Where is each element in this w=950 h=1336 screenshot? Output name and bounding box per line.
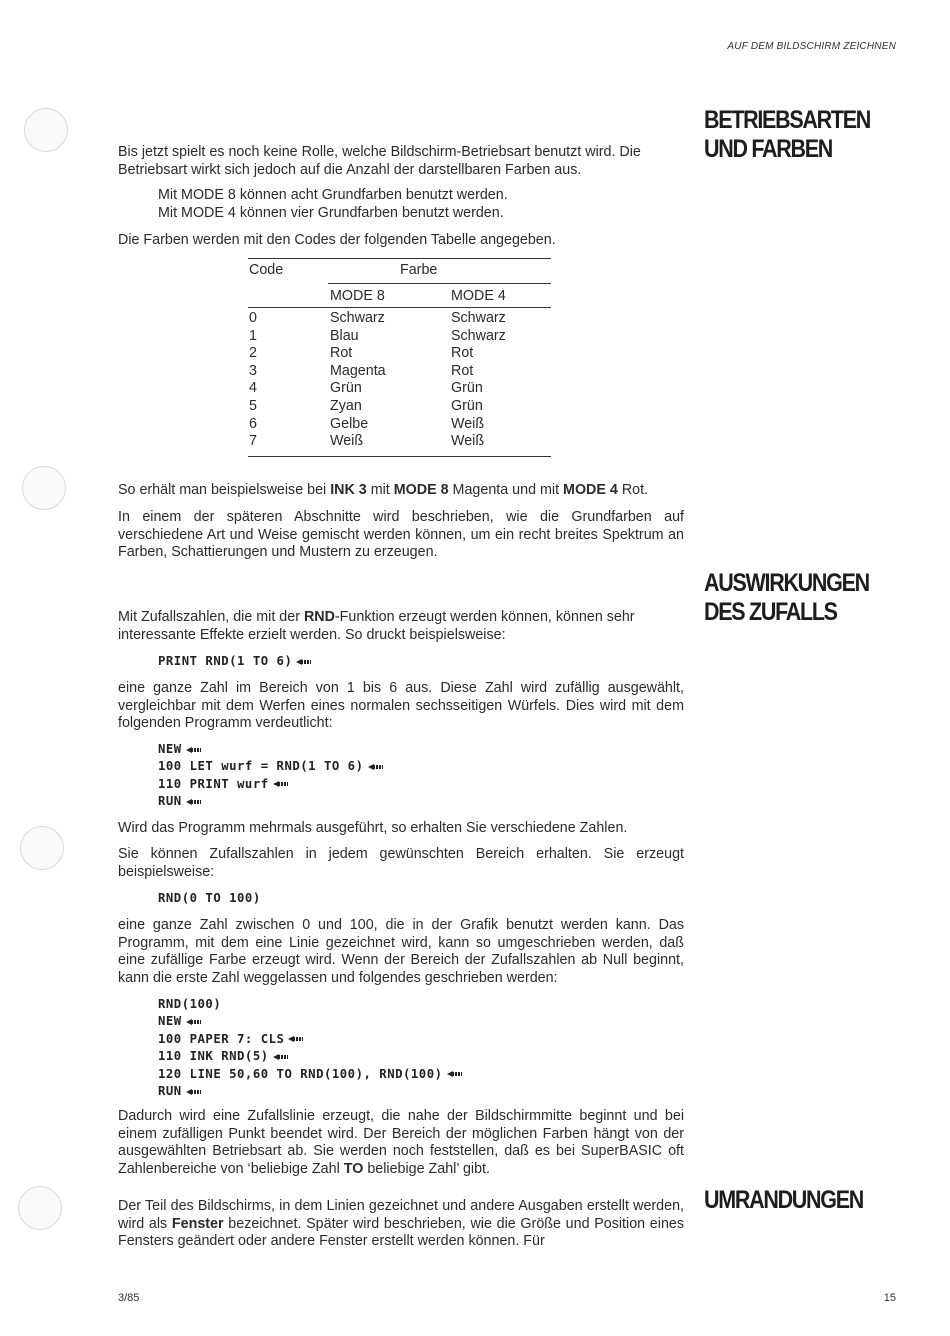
repeat-paragraph: Wird das Programm mehrmals ausgeführt, so erhalten Sie verschiedene Zahlen.	[118, 820, 628, 836]
dice-paragraph: eine ganze Zahl im Bereich von 1 bis 6 aus. Diese Zahl wird zufällig ausgewählt, vergleichbar mit dem Werfen eines normalen sechsseitigen Würfels. Dies wird mit dem folgenden Programm verdeutlicht:	[118, 680, 684, 732]
code-random-line: RND(100) NEW 100 PAPER 7: CLS 110 INK RND(5) 120 LINE 50,60 TO RND(100), RND(100) RUN	[158, 996, 463, 1100]
table-cell-code: 2	[249, 345, 257, 362]
table-cell-mode4: Weiß	[451, 433, 485, 450]
table-row	[249, 363, 551, 381]
section-heading-betriebsarten: BETRIEBSARTEN UND FARBEN	[704, 106, 870, 163]
return-key-icon	[186, 798, 202, 806]
table-cell-mode4: Rot	[451, 345, 474, 362]
running-header: AUF DEM BILDSCHIRM ZEICHNEN	[727, 41, 896, 52]
table-rule-top	[248, 258, 551, 259]
return-key-icon	[368, 763, 384, 771]
table-cell-mode8: Zyan	[330, 397, 362, 414]
section-heading-zufall: AUSWIRKUNGEN DES ZUFALLS	[704, 569, 869, 626]
table-cell-mode4: Weiß	[451, 415, 485, 432]
table-row	[249, 380, 551, 398]
table-cell-code: 3	[249, 362, 257, 379]
mode4-line: Mit MODE 4 können vier Grundfarben benutzt werden.	[158, 205, 504, 221]
return-key-icon	[288, 1035, 304, 1043]
code-rnd-range: RND(0 TO 100)	[158, 891, 261, 905]
table-cell-code: 5	[249, 397, 257, 414]
punch-hole	[20, 826, 64, 870]
return-key-icon	[273, 780, 289, 788]
table-cell-mode8: Rot	[330, 345, 353, 362]
table-cell-mode8: Grün	[330, 380, 362, 397]
return-key-icon	[273, 1053, 289, 1061]
table-row	[249, 345, 551, 363]
rnd-intro: Mit Zufallszahlen, die mit der RND-Funktion erzeugt werden können, können sehr interessante Effekte erzielt werden. So druckt beispielsweise:	[118, 609, 635, 643]
punch-hole	[22, 466, 66, 510]
table-cell-mode4: Schwarz	[451, 310, 506, 326]
table-cell-mode8: Gelbe	[330, 415, 369, 432]
example-sentence: So erhält man beispielsweise bei INK 3 mit MODE 8 Magenta und mit MODE 4 Rot.	[118, 482, 649, 498]
table-header-farbe: Farbe	[400, 262, 438, 278]
table-header-mode4: MODE 4	[451, 288, 506, 304]
table-cell-code: 6	[249, 415, 257, 432]
return-key-icon	[186, 1088, 202, 1096]
table-cell-code: 0	[249, 310, 257, 326]
conclusion-paragraph: Dadurch wird eine Zufallslinie erzeugt, die nahe der Bildschirmmitte beginnt und bei einem zufälligen Punkt beendet wird. Der Bereich der möglichen Farben hängt von der ausgewählten Betriebsart ab. Sie werden noch feststellen, daß es bei SuperBASIC oft Zahlenbereiche von ‘beliebige Zahl TO beliebige Zahl’ gibt.	[118, 1108, 684, 1177]
table-cell-mode4: Grün	[451, 397, 483, 414]
return-key-icon	[447, 1070, 463, 1078]
code-print-rnd: PRINT RND(1 TO 6)	[158, 653, 312, 670]
range-paragraph: Sie können Zufallszahlen in jedem gewünschten Bereich erhalten. Sie erzeugt beispielsweise:	[118, 846, 684, 880]
table-cell-mode8: Blau	[330, 327, 359, 344]
table-intro: Die Farben werden mit den Codes der folgenden Tabelle angegeben.	[118, 232, 556, 248]
table-cell-mode4: Schwarz	[451, 327, 506, 344]
table-cell-mode4: Grün	[451, 380, 483, 397]
return-key-icon	[186, 1018, 202, 1026]
section-heading-umrandungen: UMRANDUNGEN	[704, 1186, 864, 1214]
mixing-paragraph: In einem der späteren Abschnitte wird beschrieben, wie die Grundfarben auf verschiedene Art und Weise gemischt werden können, um ein recht breites Spektrum an Farben, Schattierungen und Mustern zu erzeugen.	[118, 509, 684, 561]
punch-hole	[24, 108, 68, 152]
color-table-body	[249, 310, 551, 451]
table-header-mode8: MODE 8	[330, 288, 385, 304]
table-cell-code: 4	[249, 380, 257, 397]
table-row	[249, 433, 551, 451]
table-rule-bottom	[248, 456, 551, 457]
table-rule-farbe	[328, 283, 551, 284]
page-number: 15	[883, 1292, 896, 1304]
table-rule-header	[248, 307, 551, 308]
table-row	[249, 398, 551, 416]
window-paragraph: Der Teil des Bildschirms, in dem Linien gezeichnet und andere Ausgaben erstellt werden, wird als Fenster bezeichnet. Später wird beschrieben, wie die Größe und Position eines Fensters geändert oder andere Fenster erstellt werden können. Für	[118, 1198, 684, 1250]
mode8-line: Mit MODE 8 können acht Grundfarben benutzt werden.	[158, 187, 508, 203]
table-cell-mode8: Schwarz	[330, 310, 385, 326]
table-row	[249, 416, 551, 434]
table-header-code: Code	[249, 262, 284, 278]
table-cell-code: 7	[249, 433, 257, 450]
table-row	[249, 310, 551, 328]
color-table	[249, 310, 551, 451]
intro-paragraph: Bis jetzt spielt es noch keine Rolle, welche Bildschirm-Betriebsart benutzt wird. Die Betriebsart wirkt sich jedoch auf die Anzahl der darstellbaren Farben aus.	[118, 144, 641, 178]
punch-hole	[18, 1186, 62, 1230]
footer-date: 3/85	[118, 1292, 140, 1304]
table-row	[249, 328, 551, 346]
code-dice-program: NEW 100 LET wurf = RND(1 TO 6) 110 PRINT wurf RUN	[158, 741, 384, 811]
table-cell-mode8: Weiß	[330, 433, 364, 450]
return-key-icon	[296, 658, 312, 666]
return-key-icon	[186, 746, 202, 754]
table-cell-mode8: Magenta	[330, 362, 386, 379]
line-paragraph: eine ganze Zahl zwischen 0 und 100, die in der Grafik benutzt werden kann. Das Programm, mit dem eine Linie gezeichnet wird, kann so umgeschrieben werden, daß eine zufällige Farbe erzeugt wird. Wenn der Bereich der Zufallszahlen ab Null beginnt, kann die erste Zahl weggelassen und folgendes geschrieben werden:	[118, 917, 684, 986]
table-cell-code: 1	[249, 327, 257, 344]
table-cell-mode4: Rot	[451, 362, 474, 379]
